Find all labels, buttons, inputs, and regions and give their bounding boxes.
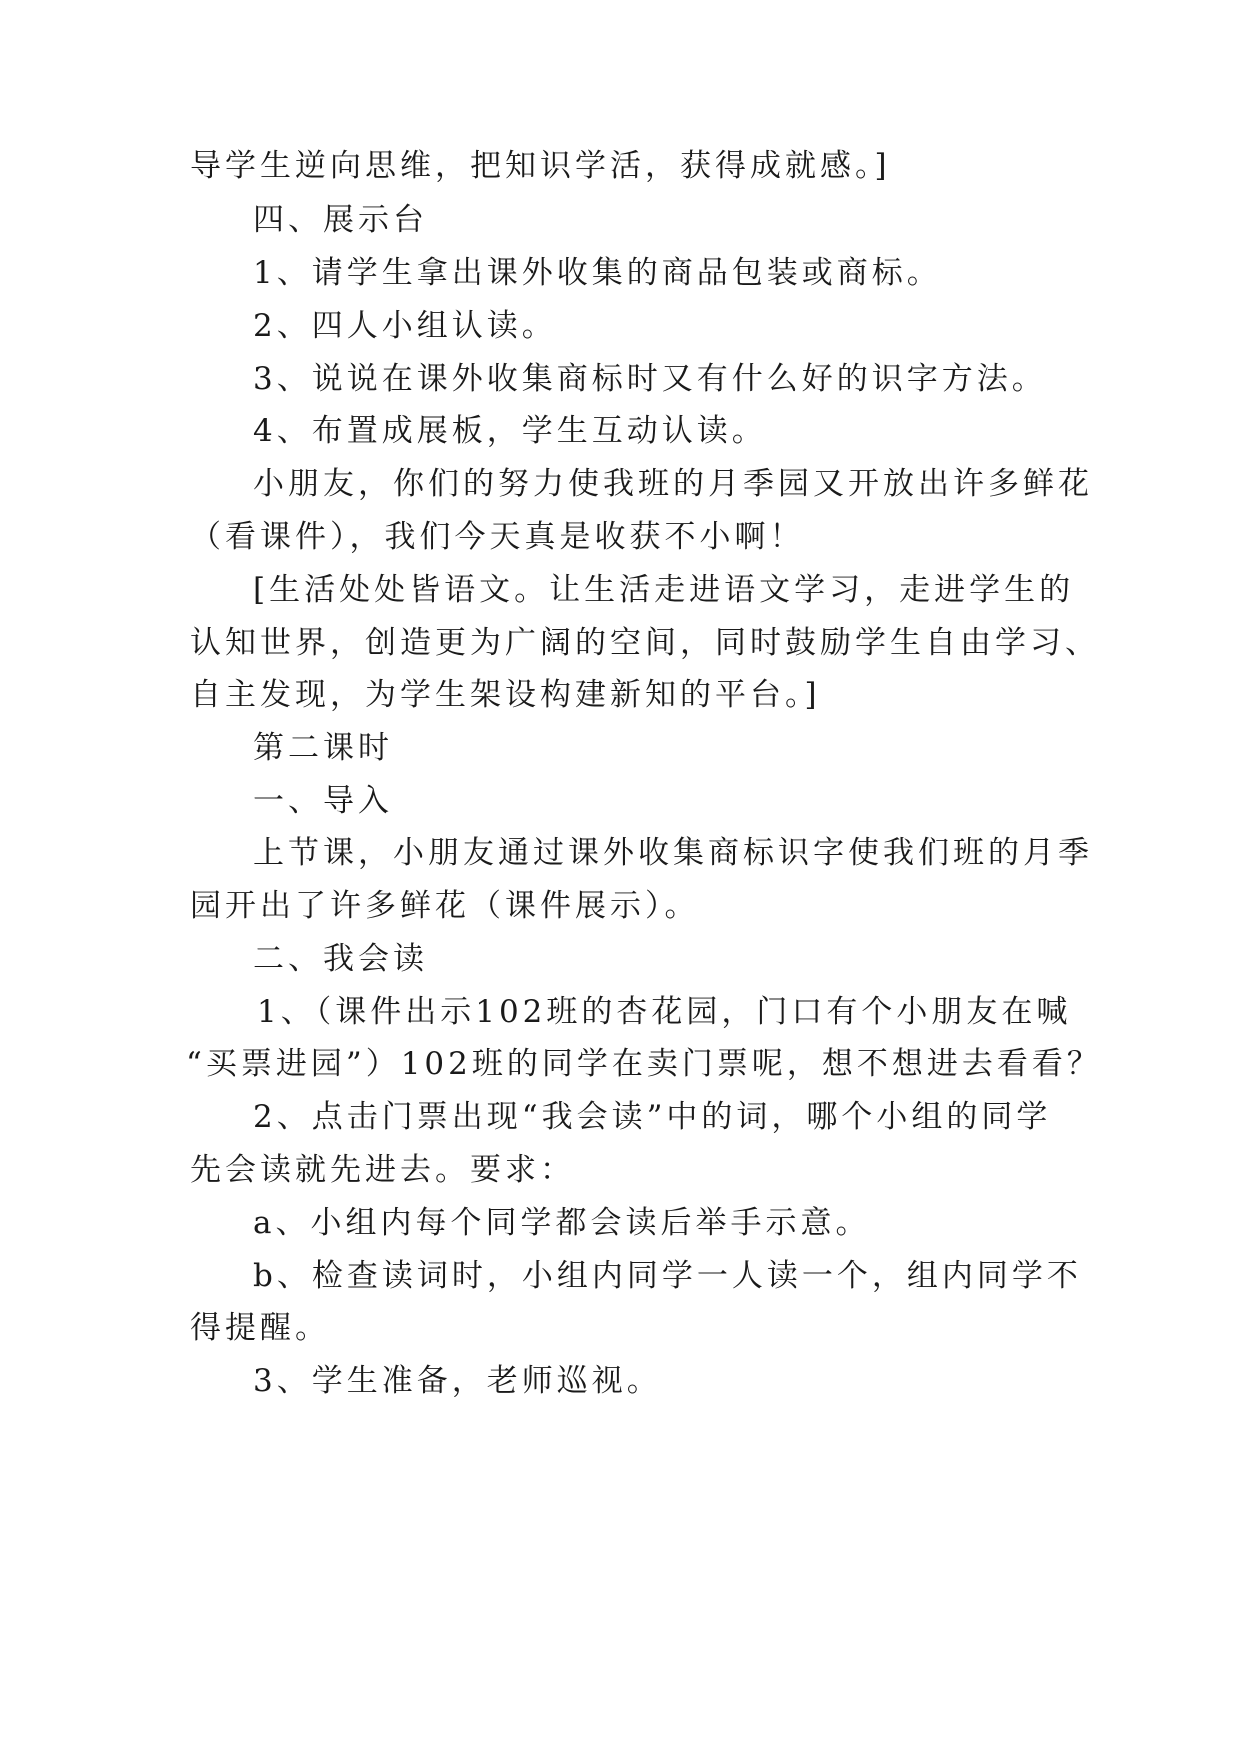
- paragraph-line: （看课件），我们今天真是收获不小啊！: [190, 519, 805, 555]
- note-line: 自主发现，为学生架设构建新知的平台。]: [190, 677, 821, 713]
- paragraph-line: 得提醒。: [190, 1310, 330, 1346]
- paragraph-line: 上节课，小朋友通过课外收集商标识字使我们班的月季: [253, 835, 1093, 871]
- lesson-heading: 第二课时: [253, 730, 393, 766]
- paragraph-line: 小朋友，你们的努力使我班的月季园又开放出许多鲜花: [253, 466, 1093, 502]
- section-heading-showcase: 四、展示台: [253, 202, 428, 238]
- section-heading-intro: 一、导入: [253, 783, 393, 819]
- sub-item-a: a、小组内每个同学都会读后举手示意。: [253, 1205, 871, 1241]
- note-line: [生活处处皆语文。让生活走进语文学习，走进学生的: [253, 572, 1075, 608]
- note-line: 认知世界，创造更为广阔的空间，同时鼓励学生自由学习、: [190, 625, 1100, 661]
- text-line-continuation: 导学生逆向思维，把知识学活，获得成就感。]: [190, 148, 891, 184]
- sub-item-b: b、检查读词时，小组内同学一人读一个，组内同学不: [253, 1258, 1082, 1294]
- paragraph-line: 先会读就先进去。要求：: [190, 1152, 575, 1188]
- list-item-2: 2、四人小组认读。: [253, 308, 557, 344]
- paragraph-line: “买票进园”）102班的同学在卖门票呢，想不想进去看看？: [186, 1046, 1102, 1082]
- list-item-3: 3、说说在课外收集商标时又有什么好的识字方法。: [253, 361, 1047, 397]
- list-item-1: 1、（课件出示102班的杏花园，门口有个小朋友在喊: [257, 994, 1072, 1030]
- list-item-3: 3、学生准备，老师巡视。: [253, 1363, 662, 1399]
- list-item-4: 4、布置成展板，学生互动认读。: [253, 413, 767, 449]
- list-item-2: 2、点击门票出现“我会读”中的词，哪个小组的同学: [253, 1099, 1052, 1135]
- paragraph-line: 园开出了许多鲜花（课件展示）。: [190, 888, 700, 924]
- section-heading-read: 二、我会读: [253, 941, 428, 977]
- list-item-1: 1、请学生拿出课外收集的商品包装或商标。: [253, 255, 942, 291]
